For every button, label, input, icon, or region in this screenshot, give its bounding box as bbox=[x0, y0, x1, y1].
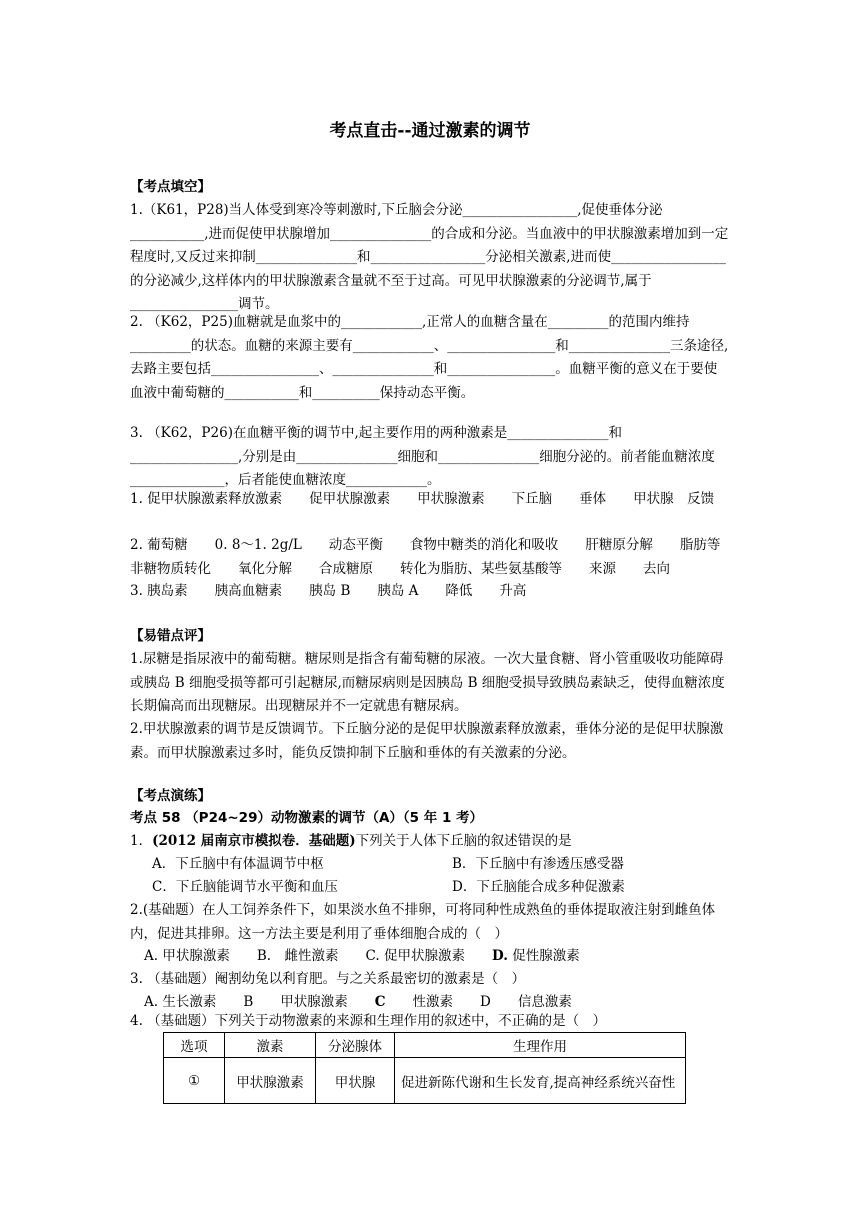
practice-question-4: 4. （基础题）下列关于动物激素的来源和生理作用的叙述中，不正确的是（ ） bbox=[130, 1013, 607, 1029]
table-header: 选项 bbox=[164, 1033, 225, 1058]
q3-options-ab: A. 生长激素 B 甲状腺激素 bbox=[144, 994, 375, 1010]
q3-options-cd: 性激素 D 信息激素 bbox=[385, 994, 572, 1010]
q1-option-a: A．下丘脑中有体温调节中枢 bbox=[152, 856, 324, 872]
q1-source: (2012 届南京市模拟卷．基础题) bbox=[152, 833, 356, 849]
error-note-1: 1.尿糖是指尿液中的葡萄糖。糖尿则是指含有葡萄糖的尿液。一次大量食糖、肾小管重吸收功能障碍或胰岛 B 细胞受损等都可引起糖尿,而糖尿病则是因胰岛 B 细胞受损导致胰岛素缺乏，使得血糖浓度长期偏高而出现糖尿。出现糖尿并不一定就患有糖尿病。 bbox=[130, 651, 725, 714]
question-2: 2. （K62，P25)血糖就是血浆中的____________,正常人的血糖含量在_________的范围内维持_________的状态。血糖的来源主要有____________、________________和_______________三条途径,去路主要包括________________、_______________和________________。血糖平衡的意义在于要使血液中葡萄糖的___________和__________保持动态平衡。 bbox=[130, 314, 729, 401]
q1-option-c: C．下丘脑能调节水平衡和血压 bbox=[152, 879, 338, 895]
error-note-2: 2.甲状腺激素的调节是反馈调节。下丘脑分泌的是促甲状腺激素释放激素，垂体分泌的是促甲状腺激素。而甲状腺激素过多时，能负反馈抑制下丘脑和垂体的有关激素的分泌。 bbox=[130, 721, 724, 761]
answer-3: 3. 胰岛素 胰高血糖素 胰岛 B 胰岛 A 降低 升高 bbox=[130, 583, 527, 599]
q2-options-abc: A. 甲状腺激素 B. 雌性激素 C. 促甲状腺激素 bbox=[144, 948, 492, 964]
table-cell: ① bbox=[164, 1058, 225, 1104]
q2-options bbox=[130, 945, 744, 969]
question-1: 1.（K61，P28)当人体受到寒冷等刺激时,下丘脑会分泌_________________,促使垂体分泌___________,进而促使甲状腺增加_______________的合成和分泌。当血液中的甲状腺激素增加到一定程度时,又反过来抑制_______________和_________________分泌相关激素,进而使_________________的分泌减少,这样体内的甲状腺激素含量就不至于过高。可见甲状腺激素的分泌调节,属于________________调节。 bbox=[130, 202, 729, 312]
q1-option-d: D．下丘脑能合成多种促激素 bbox=[452, 879, 625, 895]
table-cell: 甲状腺 bbox=[316, 1058, 395, 1104]
practice-question-3: 3. （基础题）阉割幼兔以利育肥。与之关系最密切的激素是（ ） bbox=[130, 971, 526, 987]
answer-2: 2. 葡萄糖 0. 8～1. 2g/L 动态平衡 食物中糖类的消化和吸收 肝糖原分解 脂肪等非糖物质转化 氧化分解 合成糖原 转化为脂肪、某些氨基酸等 来源 去向 bbox=[130, 537, 721, 577]
table-header: 激素 bbox=[225, 1033, 316, 1058]
section-heading-fill: 【考点填空】 bbox=[130, 179, 211, 195]
page-title: 考点直击--通过激素的调节 bbox=[329, 121, 531, 141]
practice-question-1 bbox=[130, 830, 730, 854]
practice-question-2: 2.(基础题）在人工饲养条件下，如果淡水鱼不排卵，可将同种性成熟鱼的垂体提取液注射到雌鱼体内，促进其排卵。这一方法主要是利用了垂体细胞合成的（ ） bbox=[130, 902, 716, 942]
section-heading-practice: 【考点演练】 bbox=[130, 788, 211, 804]
q1-option-b: B．下丘脑中有渗透压感受器 bbox=[452, 856, 624, 872]
table-cell: 甲状腺激素 bbox=[225, 1058, 316, 1104]
q1-options-row-2 bbox=[130, 876, 752, 900]
table-header-row bbox=[164, 1033, 686, 1058]
q2-option-d-text: 促性腺激素 bbox=[507, 948, 580, 964]
question-3: 3. （K62，P26)在血糖平衡的调节中,起主要作用的两种激素是_______________和________________,分别是由_______________细胞和_______________细胞分泌的。前者能血糖浓度______________，后者能使血糖浓度____________。 bbox=[130, 425, 715, 488]
q1-number: 1． bbox=[130, 833, 153, 849]
q1-options-row-1 bbox=[130, 853, 752, 877]
table-header: 分泌腺体 bbox=[316, 1033, 395, 1058]
q2-option-d-label: D. bbox=[491, 948, 508, 964]
q1-stem: 下列关于人体下丘脑的叙述错误的是 bbox=[355, 833, 572, 849]
topic-line: 考点 58 （P24~29）动物激素的调节（A）（5 年 1 考） bbox=[130, 810, 484, 826]
table-row bbox=[164, 1058, 686, 1104]
answer-1: 1. 促甲状腺激素释放激素 促甲状腺激素 甲状腺激素 下丘脑 垂体 甲状腺 反馈 bbox=[130, 491, 715, 507]
hormone-table bbox=[163, 1032, 686, 1104]
q3-option-c-label: C bbox=[374, 994, 386, 1010]
section-heading-errors: 【易错点评】 bbox=[130, 628, 211, 644]
table-header: 生理作用 bbox=[395, 1033, 686, 1058]
table-cell: 促进新陈代谢和生长发育,提高神经系统兴奋性 bbox=[395, 1058, 686, 1104]
